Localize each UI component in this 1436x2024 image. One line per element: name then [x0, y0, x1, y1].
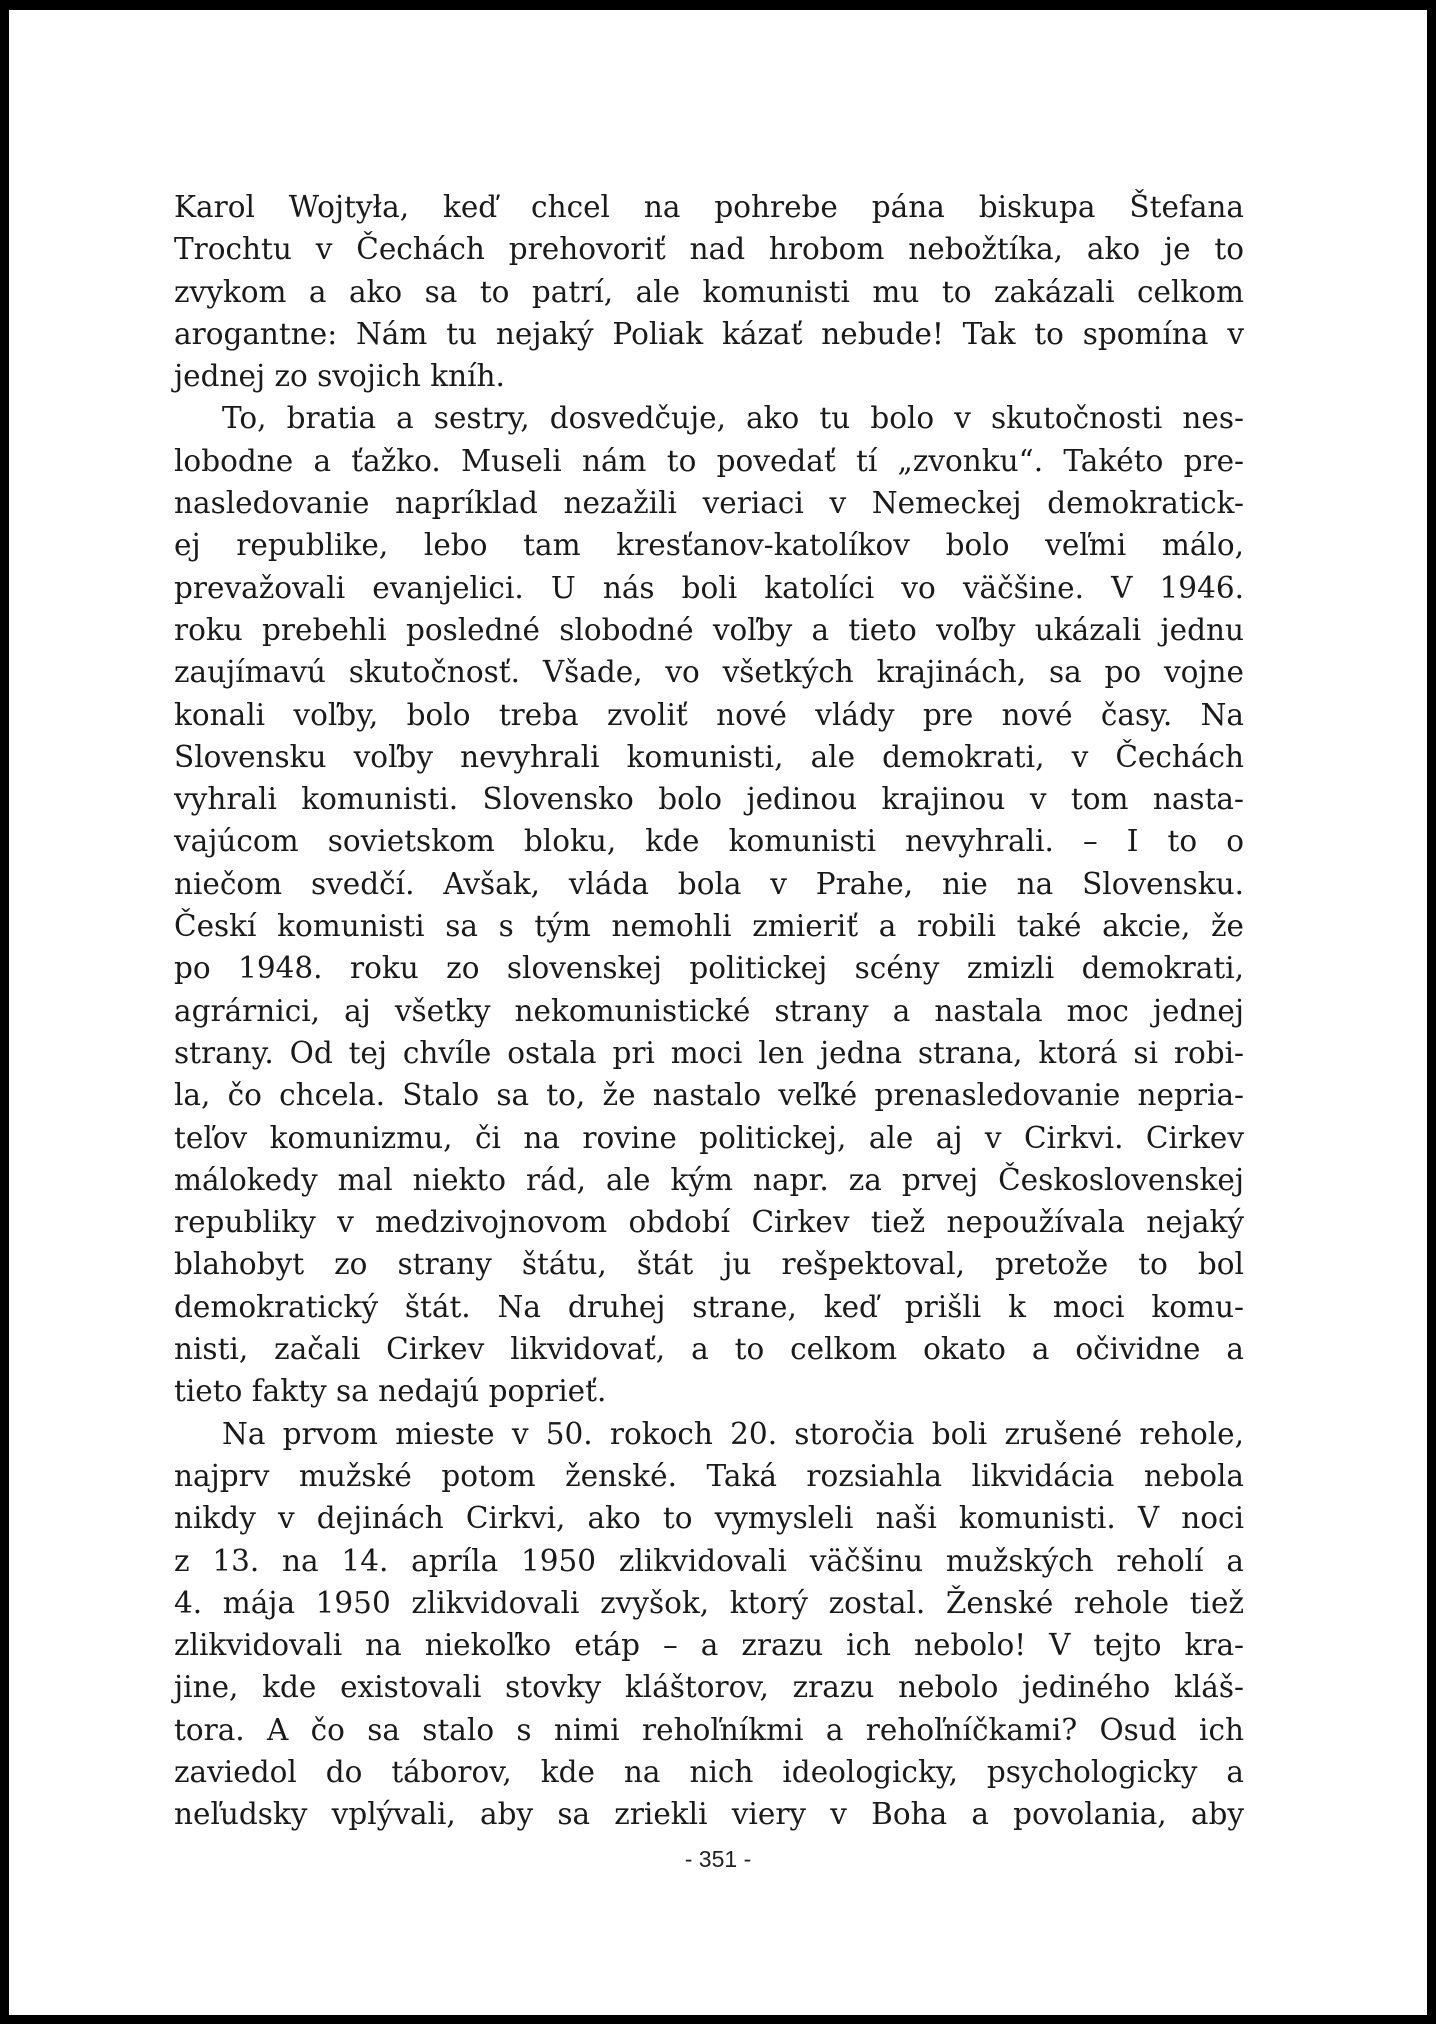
text-line: arogantne: Nám tu nejaký Poliak kázať nebude! Tak to spomína v: [174, 316, 1244, 351]
text-line: tora. A čo sa stalo s nimi rehoľníkmi a rehoľníčkami? Osud ich: [174, 1712, 1244, 1747]
text-line: la, čo chcela. Stalo sa to, že nastalo veľké prenasledovanie nepria-: [174, 1078, 1244, 1113]
page-body: [174, 186, 1244, 1836]
text-line: Slovensku voľby nevyhrali komunisti, ale demokrati, v Čechách: [174, 739, 1244, 774]
text-line: lobodne a ťažko. Museli nám to povedať tí „zvonku“. Takéto pre-: [174, 443, 1244, 478]
text-line: jednej zo svojich kníh.: [174, 359, 505, 394]
text-line: zvykom a ako sa to patrí, ale komunisti mu to zakázali celkom: [174, 274, 1244, 309]
text-line: ej republike, lebo tam kresťanov-katolíkov bolo veľmi málo,: [174, 528, 1244, 563]
page-number: - 351 -: [684, 1846, 752, 1872]
text-line: málokedy mal niekto rád, ale kým napr. za prvej Československej: [174, 1162, 1244, 1197]
text-line: teľov komunizmu, či na rovine politickej, ale aj v Cirkvi. Cirkev: [174, 1120, 1244, 1155]
text-line: zaujímavú skutočnosť. Všade, vo všetkých krajinách, sa po vojne: [174, 655, 1244, 690]
text-line: jine, kde existovali stovky kláštorov, zrazu nebolo jediného kláš-: [174, 1670, 1244, 1705]
text-line: nasledovanie napríklad nezažili veriaci v Nemeckej demokratick-: [174, 486, 1244, 521]
text-line: strany. Od tej chvíle ostala pri moci len jedna strana, ktorá si robi-: [174, 1035, 1244, 1070]
text-line: vyhrali komunisti. Slovensko bolo jedinou krajinou v tom nasta-: [174, 782, 1244, 817]
text-line: roku prebehli posledné slobodné voľby a tieto voľby ukázali jednu: [174, 612, 1244, 647]
text-line: 4. mája 1950 zlikvidovali zvyšok, ktorý zostal. Ženské rehole tiež: [174, 1585, 1244, 1620]
text-line: demokratický štát. Na druhej strane, keď prišli k moci komu-: [174, 1289, 1244, 1324]
text-line: agrárnici, aj všetky nekomunistické strany a nastala moc jednej: [174, 993, 1244, 1028]
text-line: To, bratia a sestry, dosvedčuje, ako tu bolo v skutočnosti nes-: [222, 401, 1244, 436]
text-line: republiky v medzivojnovom období Cirkev tiež nepoužívala nejaký: [174, 1205, 1244, 1240]
text-line: Na prvom mieste v 50. rokoch 20. storočia boli zrušené rehole,: [222, 1416, 1244, 1451]
text-line: zlikvidovali na niekoľko etáp – a zrazu ich nebolo! V tejto kra-: [174, 1628, 1244, 1663]
text-line: Českí komunisti sa s tým nemohli zmieriť a robili také akcie, že: [174, 909, 1244, 944]
text-line: z 13. na 14. apríla 1950 zlikvidovali väčšinu mužských reholí a: [174, 1543, 1244, 1578]
text-line: blahobyt zo strany štátu, štát ju rešpektoval, pretože to bol: [174, 1247, 1244, 1282]
text-line: konali voľby, bolo treba zvoliť nové vlády pre nové časy. Na: [174, 697, 1244, 732]
text-line: neľudsky vplývali, aby sa zriekli viery v Boha a povolania, aby: [174, 1797, 1244, 1832]
text-line: Karol Wojtyła, keď chcel na pohrebe pána biskupa Štefana: [174, 190, 1244, 224]
text-line: tieto fakty sa nedajú poprieť.: [174, 1374, 607, 1409]
text-line: nikdy v dejinách Cirkvi, ako to vymysleli naši komunisti. V noci: [174, 1501, 1244, 1536]
text-line: po 1948. roku zo slovenskej politickej scény zmizli demokrati,: [174, 951, 1244, 986]
text-line: prevažovali evanjelici. U nás boli katolíci vo väčšine. V 1946.: [174, 570, 1244, 605]
text-line: Trochtu v Čechách prehovoriť nad hrobom nebožtíka, ako je to: [174, 232, 1244, 267]
text-line: zaviedol do táborov, kde na nich ideologicky, psychologicky a: [174, 1754, 1244, 1789]
text-line: vajúcom sovietskom bloku, kde komunisti nevyhrali. – I to o: [174, 824, 1244, 859]
text-line: najprv mužské potom ženské. Taká rozsiahla likvidácia nebola: [174, 1458, 1244, 1493]
text-line: nisti, začali Cirkev likvidovať, a to celkom okato a očividne a: [174, 1332, 1244, 1367]
text-line: niečom svedčí. Avšak, vláda bola v Prahe, nie na Slovensku.: [174, 866, 1244, 901]
